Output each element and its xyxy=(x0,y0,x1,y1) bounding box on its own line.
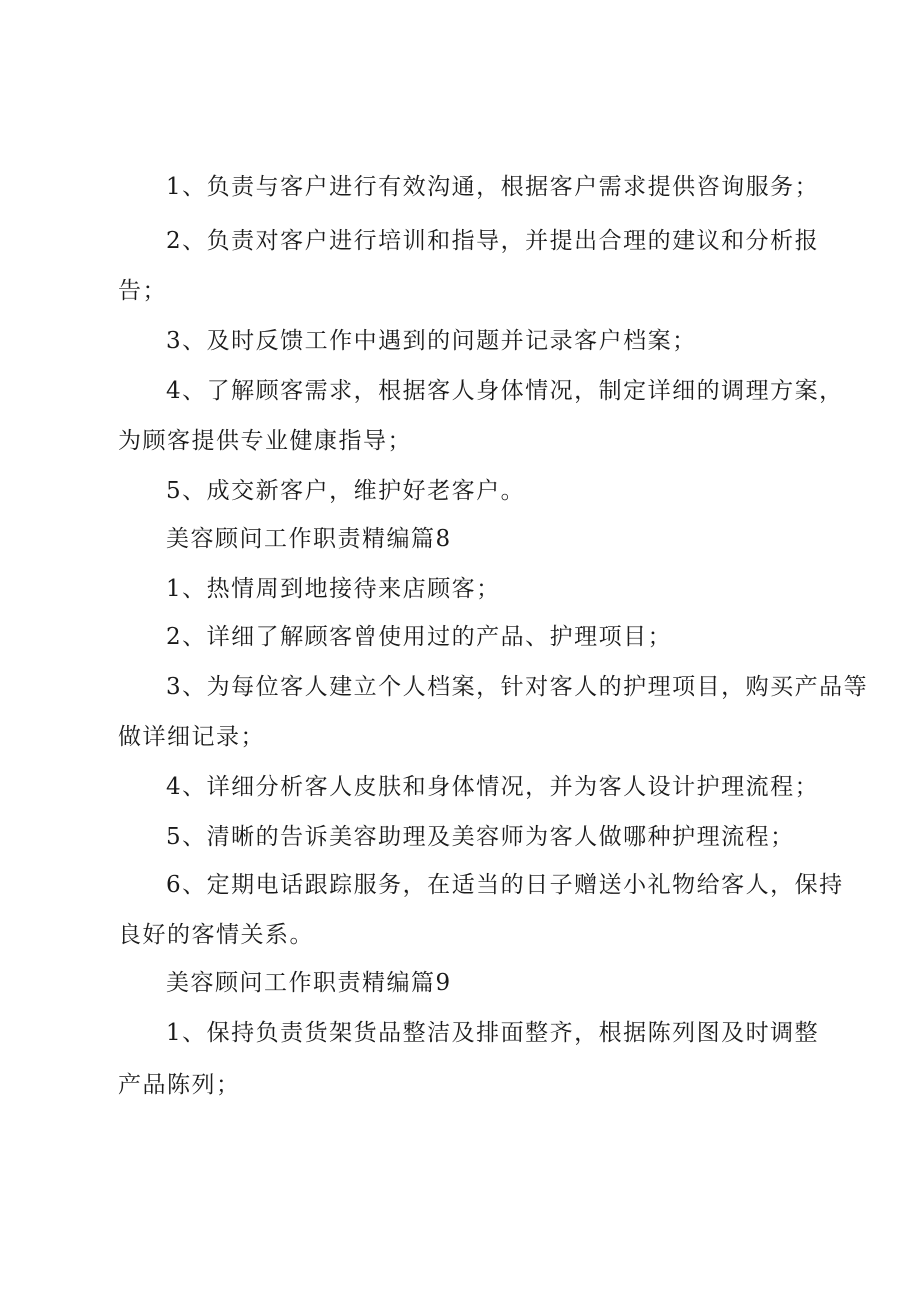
line-19: 产品陈列； xyxy=(118,1072,241,1098)
line-13: 4、详细分析客人皮肤和身体情况，并为客人设计护理流程； xyxy=(166,774,820,800)
line-5: 4、了解顾客需求，根据客人身体情况，制定详细的调理方案， xyxy=(166,378,844,404)
line-16: 良好的客情关系。 xyxy=(118,922,314,948)
line-12: 做详细记录； xyxy=(118,724,265,750)
line-6: 为顾客提供专业健康指导； xyxy=(118,428,412,454)
line-15: 6、定期电话跟踪服务，在适当的日子赠送小礼物给客人，保持 xyxy=(166,872,844,898)
line-7: 5、成交新客户，维护好老客户。 xyxy=(166,478,526,504)
line-18: 1、保持负责货架货品整洁及排面整齐，根据陈列图及时调整 xyxy=(166,1020,820,1046)
line-4: 3、及时反馈工作中遇到的问题并记录客户档案； xyxy=(166,328,697,354)
section-heading-9: 美容顾问工作职责精编篇9 xyxy=(166,970,452,996)
line-14: 5、清晰的告诉美容助理及美容师为客人做哪种护理流程； xyxy=(166,824,795,850)
line-11: 3、为每位客人建立个人档案，针对客人的护理项目，购买产品等 xyxy=(166,674,869,700)
line-10: 2、详细了解顾客曾使用过的产品、护理项目； xyxy=(166,624,673,650)
line-1: 1、负责与客户进行有效沟通，根据客户需求提供咨询服务； xyxy=(166,174,820,200)
line-2: 2、负责对客户进行培训和指导，并提出合理的建议和分析报 xyxy=(166,228,820,254)
section-heading-8: 美容顾问工作职责精编篇8 xyxy=(166,526,452,552)
line-3: 告； xyxy=(118,278,167,304)
line-9: 1、热情周到地接待来店顾客； xyxy=(166,576,501,602)
